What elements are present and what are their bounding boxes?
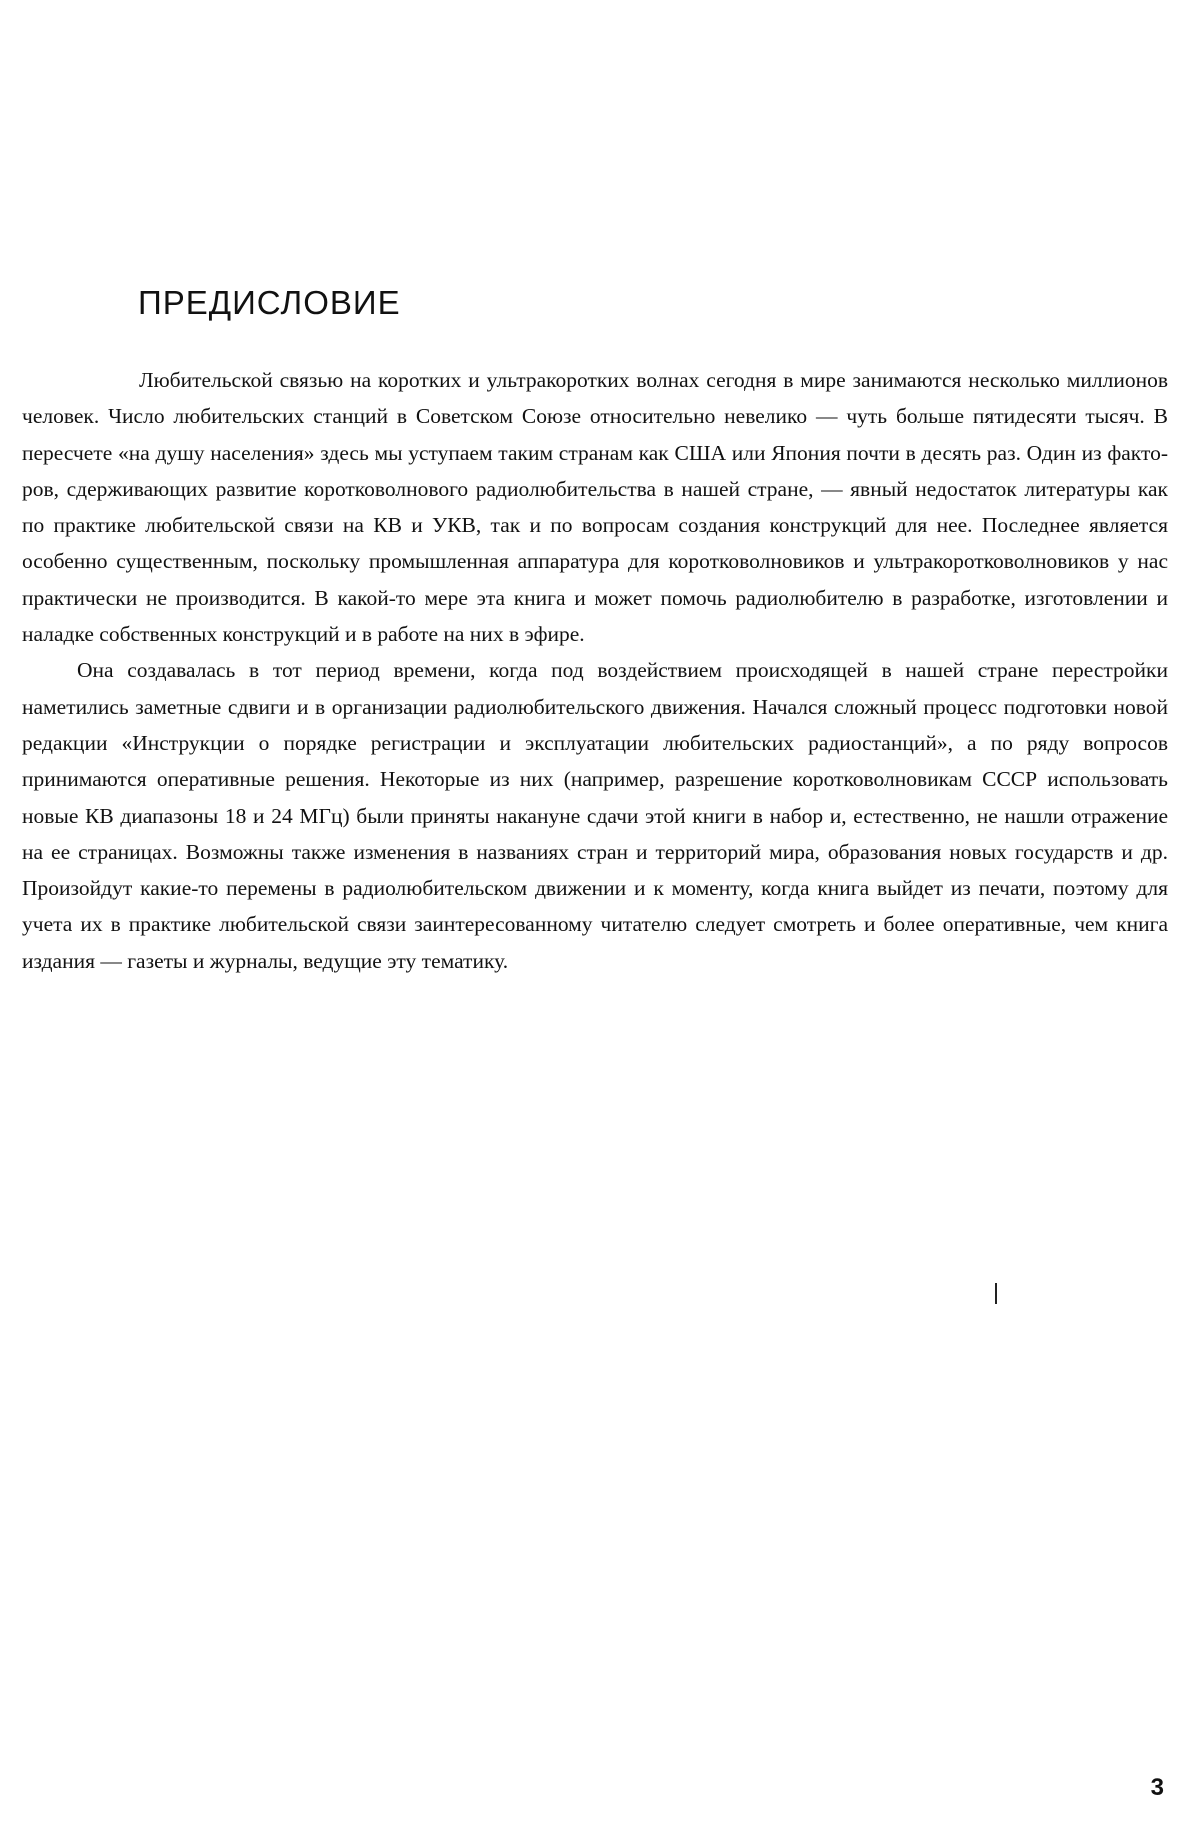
body-text [22, 362, 1168, 979]
paragraph-1: Любительской связью на коротких и ультракоротких волнах сегодня в мире занимаются несколько миллионов человек. Число любительских станций в Советском Союзе относительно невелико — чуть больше пятидесяти тысяч. В пересчете «на душу населения» здесь мы уступаем таким странам как США или Япония почти в десять раз. Один из факторов, сдерживающих развитие коротковолнового радиолюбительства в нашей стране, — явный недостаток литературы как по практике любительской связи на КВ и УКВ, так и по вопросам создания конструкций для нее. Последнее является особенно существенным, поскольку промышленная аппаратура для коротковолновиков и ультракоротковолновиков у нас практически не производится. В какой-то мере эта книга и может помочь радиолюбителю в разработке, изготовлении и наладке собственных конструкций и в работе на них в эфире. [22, 368, 1168, 647]
margin-mark [995, 1283, 997, 1304]
page-number: 3 [1150, 1774, 1164, 1801]
paragraph-2: Она создавалась в тот период времени, когда под воздействием происходящей в нашей стране перестройки наметились заметные сдвиги и в организации радиолюбительского движения. Начался сложный процесс подготовки новой редакции «Инструкции о порядке регистрации и эксплуатации любительских радиостанций», а по ряду вопросов принимаются оперативные решения. Некоторые из них (например, разрешение коротковолновикам СССР использовать новые КВ диапазоны 18 и 24 МГц) были приняты накануне сдачи этой книги в набор и, естественно, не нашли отражение на ее страницах. Возможны также изменения в названиях стран и территорий мира, образования новых государств и др. Произойдут какие-то перемены в радиолюбительском движении и к моменту, когда книга выйдет из печати, поэтому для учета их в практике любительской связи заинтересованному читателю следует смотреть и более оперативные, чем книга издания — газеты и журналы, ведущие эту тематику. [22, 658, 1168, 973]
page-title: ПРЕДИСЛОВИЕ [138, 284, 401, 321]
